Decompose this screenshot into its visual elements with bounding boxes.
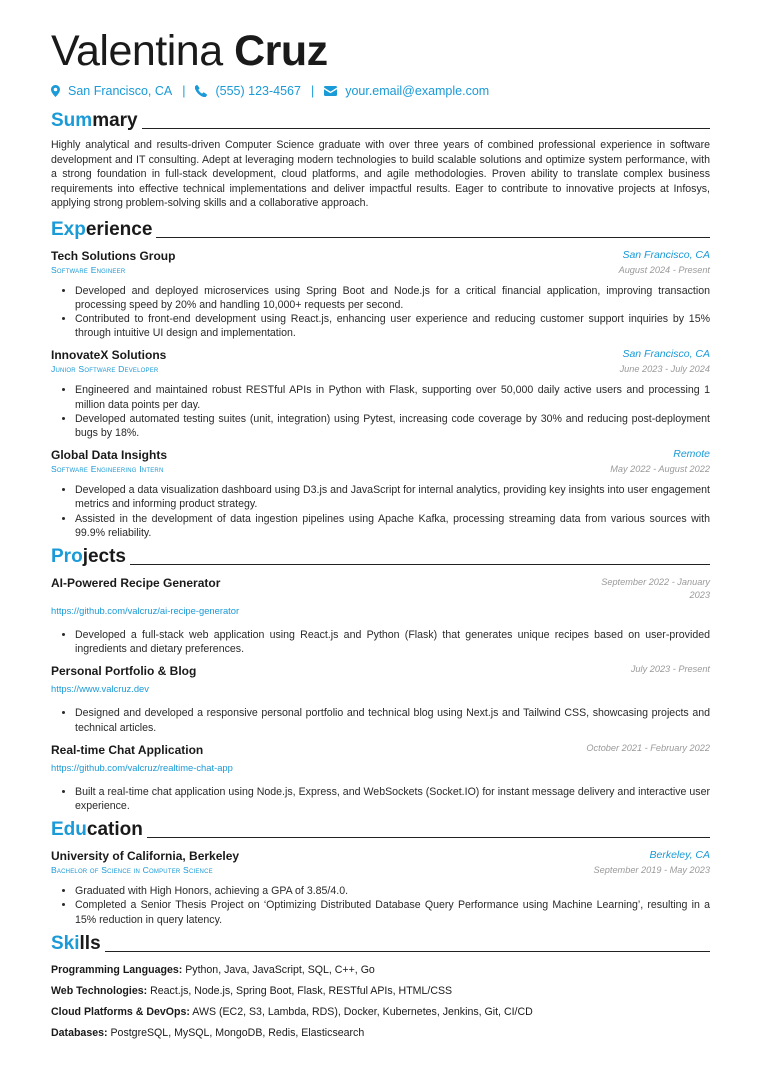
entry-subheader: [51, 265, 710, 275]
education-heading: [51, 819, 710, 841]
entry-header: [51, 743, 710, 757]
list-item: • Developed and deployed microservices using Spring Boot and Node.js for a critical financial application, improving transaction processing speed by 20% and handling 10,000+ requests per second.: [75, 284, 710, 312]
candidate-name: [51, 28, 710, 74]
skill-value: PostgreSQL, MySQL, MongoDB, Redis, Elasticsearch: [110, 1026, 365, 1039]
entry-date: October 2021 - February 2022: [586, 742, 710, 753]
experience-heading-rest: erience: [85, 218, 153, 240]
project-link[interactable]: https://github.com/valcruz/realtime-chat-app: [51, 761, 233, 773]
experience-entry: [51, 448, 710, 540]
project-entry: [51, 576, 710, 656]
skill-value: React.js, Node.js, Spring Boot, Flask, RESTful APIs, HTML/CSS: [150, 984, 453, 997]
entry-date: September 2022 - January 2023: [601, 576, 710, 600]
education-heading-accent: Edu: [51, 819, 87, 841]
first-name: Valentina: [51, 27, 223, 75]
skill-value: AWS (EC2, S3, Lambda, RDS), Docker, Kubernetes, Jenkins, Git, CI/CD: [192, 1005, 533, 1018]
entry-header: [51, 664, 710, 678]
project-link[interactable]: https://www.valcruz.dev: [51, 683, 149, 695]
skills-heading: [51, 933, 710, 955]
section-rule: [130, 564, 710, 565]
skills-heading-accent: Ski: [51, 932, 80, 954]
bullet-list: [51, 884, 710, 927]
list-item: • Developed automated testing suites (unit, integration) using Pytest, increasing code coverage by 30% and reducing post-deployment bugs by 18%.: [75, 412, 710, 440]
skill-label: Databases:: [51, 1026, 108, 1039]
contact-separator: |: [182, 84, 186, 98]
section-rule: [142, 128, 710, 129]
entry-date: July 2023 - Present: [630, 664, 710, 675]
list-item: • Completed a Senior Thesis Project on ‘Optimizing Distributed Database Query Performance using Machine Learning’, resulting in a 15% reduction in query latency.: [75, 898, 710, 926]
company-name: Tech Solutions Group: [51, 248, 176, 263]
phone-item[interactable]: [195, 84, 300, 98]
skill-row: [51, 984, 710, 998]
entry-date: August 2024 - Present: [618, 264, 710, 275]
education-heading-rest: cation: [86, 819, 143, 841]
summary-heading-accent: Sum: [51, 110, 93, 131]
project-entry: [51, 743, 710, 813]
list-item: • Contributed to front-end development using React.js, enhancing user experience and reducing customer support inquiries by 15% through intuitive UI design and implementation.: [75, 312, 710, 340]
entry-header: [51, 448, 710, 462]
skill-value: Python, Java, JavaScript, SQL, C++, Go: [185, 963, 375, 976]
school-name: University of California, Berkeley: [51, 849, 240, 864]
location-text: San Francisco, CA: [68, 84, 173, 98]
skill-row: [51, 1005, 710, 1019]
entry-header: [51, 249, 710, 263]
skill-label: Web Technologies:: [51, 984, 148, 997]
skill-row: [51, 963, 710, 977]
map-pin-icon: [51, 85, 60, 97]
experience-heading: [51, 219, 710, 241]
entry-location: San Francisco, CA: [622, 248, 710, 261]
job-title: Software Engineering Intern: [51, 464, 164, 475]
resume-page: [51, 28, 710, 1040]
list-item: • Engineered and maintained robust RESTful APIs in Python with Flask, supporting over 50,000 daily active users and processing 1 million data points per day.: [75, 383, 710, 411]
section-rule: [156, 237, 710, 238]
project-name: Real-time Chat Application: [51, 742, 204, 757]
entry-location: Remote: [673, 448, 710, 461]
location-item: [51, 84, 172, 98]
list-item: • Developed a full-stack web application using React.js and Python (Flask) that generates unique recipes based on user-provided ingredients and dietary preferences.: [75, 628, 710, 656]
projects-heading: [51, 546, 710, 568]
entry-location: San Francisco, CA: [622, 348, 710, 361]
bullet-list: [51, 628, 710, 656]
list-item: • Assisted in the development of data ingestion pipelines using Apache Kafka, processing streaming data from various sources with 99.9% reliability.: [75, 512, 710, 540]
experience-entry: [51, 249, 710, 341]
skill-label: Cloud Platforms & DevOps:: [51, 1005, 190, 1018]
summary-text: Highly analytical and results-driven Computer Science graduate with over three years of combined professional experience in software development and IT consulting. Adept at leveraging modern technologies to build scalable solutions and optimize system performance, with a strong foundation in full-stack development, cloud platforms, and agile methodologies. Proven ability to translate complex business requirements into effective technical implementations and deliver impactful results. Eager to contribute to innovative projects at Infosys, applying strong problem-solving skills and a collaborative approach.: [51, 139, 710, 209]
company-name: Global Data Insights: [51, 448, 168, 463]
project-entry: [51, 664, 710, 734]
last-name: Cruz: [234, 27, 328, 75]
bullet-list: [51, 383, 710, 440]
entry-subheader: [51, 865, 710, 875]
entry-date: May 2022 - August 2022: [610, 464, 710, 475]
project-link[interactable]: https://github.com/valcruz/ai-recipe-generator: [51, 604, 240, 616]
job-title: Junior Software Developer: [51, 364, 159, 375]
section-rule: [105, 951, 710, 952]
summary-heading-rest: mary: [92, 110, 138, 131]
education-entry: [51, 849, 710, 927]
project-name: Personal Portfolio & Blog: [51, 664, 197, 679]
entry-header: [51, 576, 710, 602]
entry-date: September 2019 - May 2023: [593, 865, 710, 876]
contact-separator: |: [310, 84, 315, 98]
summary-heading: [51, 110, 710, 132]
email-item[interactable]: [324, 84, 489, 98]
entry-location: Berkeley, CA: [649, 849, 710, 862]
contact-line: [51, 84, 710, 98]
skill-label: Programming Languages:: [51, 963, 183, 976]
list-item: • Developed a data visualization dashboard using D3.js and JavaScript for internal analytics, providing key insights into user engagement metrics and informing product strategy.: [75, 483, 710, 511]
bullet-list: [51, 284, 710, 341]
list-item: • Built a real-time chat application using Node.js, Express, and WebSockets (Socket.IO) for instant message delivery and interactive user experience.: [75, 785, 710, 813]
list-item: • Designed and developed a responsive personal portfolio and technical blog using Next.js and Tailwind CSS, showcasing projects and technical articles.: [75, 706, 710, 734]
bullet-list: [51, 483, 710, 540]
entry-date: June 2023 - July 2024: [619, 364, 710, 375]
bullet-list: [51, 785, 710, 813]
entry-subheader: [51, 464, 710, 474]
bullet-list: [51, 706, 710, 734]
experience-entry: [51, 348, 710, 440]
projects-heading-accent: Pro: [51, 545, 83, 567]
email-text: your.email@example.com: [345, 84, 490, 98]
degree-title: Bachelor of Science in Computer Science: [51, 865, 213, 876]
company-name: InnovateX Solutions: [51, 348, 167, 363]
projects-heading-rest: jects: [82, 545, 126, 567]
phone-text: (555) 123-4567: [215, 84, 301, 98]
envelope-icon: [324, 86, 337, 96]
phone-icon: [195, 85, 207, 97]
entry-header: [51, 849, 710, 863]
project-name: AI-Powered Recipe Generator: [51, 575, 221, 590]
job-title: Software Engineer: [51, 264, 126, 275]
list-item: • Graduated with High Honors, achieving a GPA of 3.85/4.0.: [75, 884, 710, 898]
skills-list: [51, 963, 710, 1040]
entry-subheader: [51, 364, 710, 374]
skill-row: [51, 1026, 710, 1040]
skills-heading-rest: lls: [79, 932, 101, 954]
section-rule: [147, 837, 710, 838]
experience-heading-accent: Exp: [51, 218, 86, 240]
entry-header: [51, 348, 710, 362]
